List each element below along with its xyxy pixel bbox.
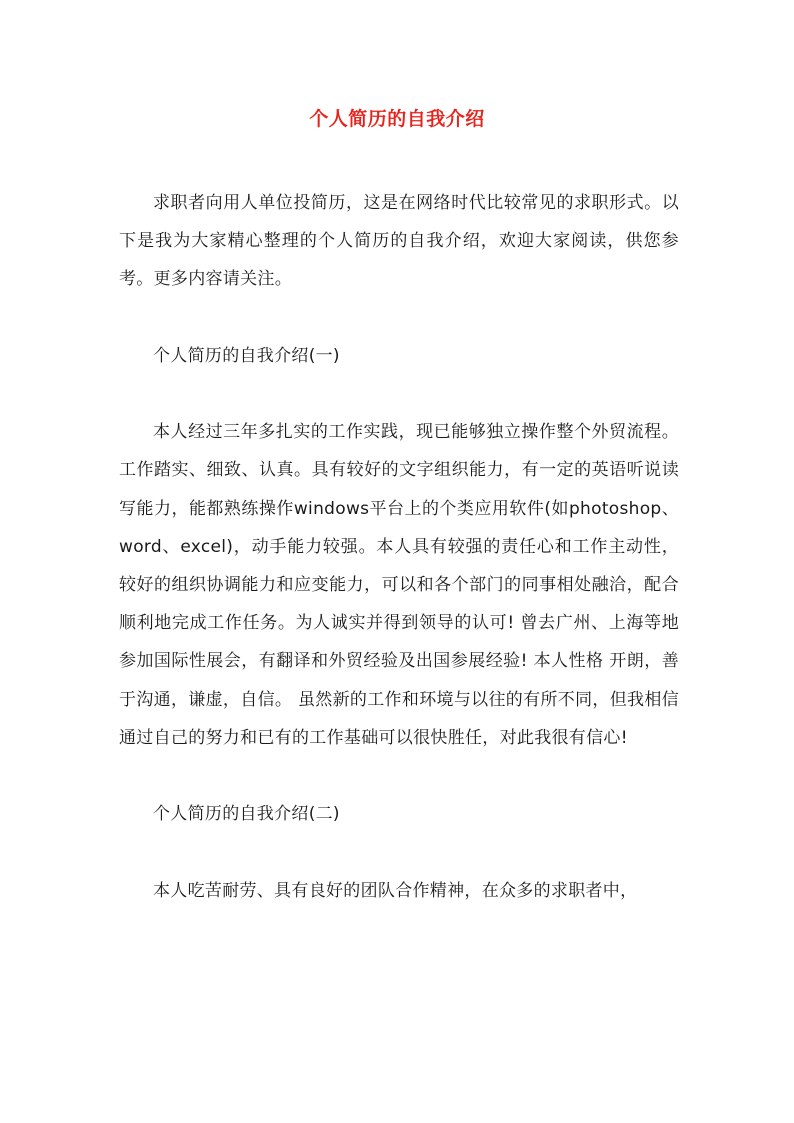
document-body bbox=[119, 184, 679, 910]
paragraph-spacer bbox=[119, 833, 679, 871]
intro-paragraph: 求职者向用人单位投简历，这是在网络时代比较常见的求职形式。以下是我为大家精心整理的个人简历的自我介绍，欢迎大家阅读，供您参考。更多内容请关注。 bbox=[119, 193, 679, 290]
section-body-2: 本人吃苦耐劳、具有良好的团队合作精神，在众多的求职者中， bbox=[153, 880, 638, 901]
paragraph-spacer bbox=[119, 375, 679, 413]
section-heading-1: 个人简历的自我介绍(一) bbox=[153, 345, 340, 366]
document-title: 个人简历的自我介绍 bbox=[309, 108, 485, 130]
section-body-1: 本人经过三年多扎实的工作实践，现已能够独立操作整个外贸流程。工作踏实、细致、认真。具有较好的文字组织能力，有一定的英语听说读写能力，能都熟练操作windows平台上的个类应用软件(如photoshop、word、excel)，动手能力较强。本人具有较强的责任心和工作主动性，较好的组织协调能力和应变能力，可以和各个部门的同事相处融洽，配合顺利地完成工作任务。为人诚实并得到领导的认可! 曾去广州、上海等地参加国际性展会，有翻译和外贸经验及出国参展经验! 本人性格 开朗，善于沟通，谦虚，自信。 虽然新的工作和环境与以往的有所不同，但我相信通过自己的努力和已有的工作基础可以很快胜任，对此我很有信心! bbox=[119, 422, 679, 748]
paragraph-spacer bbox=[119, 299, 679, 337]
section-heading-2: 个人简历的自我介绍(二) bbox=[153, 804, 340, 825]
paragraph-spacer bbox=[119, 757, 679, 795]
